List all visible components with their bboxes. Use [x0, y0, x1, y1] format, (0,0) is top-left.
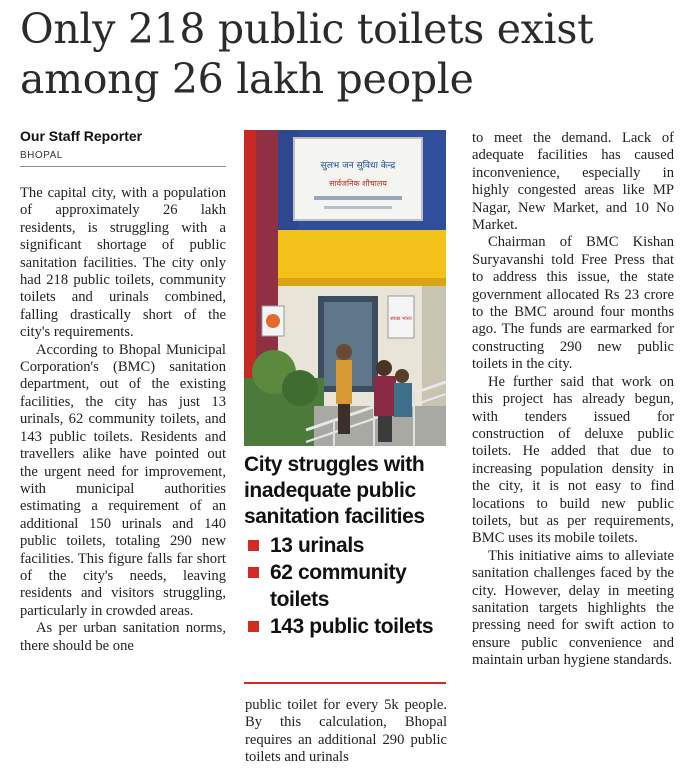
infobox-item-label: 62 community toilets	[270, 561, 407, 611]
dateline: BHOPAL	[20, 150, 63, 161]
paragraph: public toilet for every 5k people. By this calculation, Bhopal requires an additional 290 public toilets and urinals	[245, 697, 447, 766]
infobox-divider	[244, 682, 446, 684]
infobox-item	[244, 559, 446, 613]
dateline-divider	[20, 166, 226, 167]
paragraph: The capital city, with a population of approximately 26 lakh residents, is struggling with a significant shortage of public sanitation facilities. The city only had 218 public toilets, community toilets and urinals combined, falling drastically short of the city's requirements.	[20, 185, 226, 341]
headline: Only 218 public toilets exist among 26 lakh people	[20, 5, 594, 103]
paragraph: As per urban sanitation norms, there should be one	[20, 620, 226, 654]
infobox-list	[244, 532, 446, 640]
infobox	[244, 452, 446, 640]
byline: Our Staff Reporter	[20, 128, 143, 144]
paragraph: He further said that work on this project has already begun, with tenders issued for construction of deluxe public toilets. He added that due to increasing population density in the city, it is not easy to find locations to build new public toilets, but as per requirements, BMC uses its mobile toilets.	[472, 373, 674, 547]
infobox-item	[244, 613, 446, 640]
infobox-title: City struggles with inadequate public sanitation facilities	[244, 453, 425, 528]
article-column-3	[472, 130, 674, 670]
paragraph: According to Bhopal Municipal Corporation's (BMC) sanitation department, out of the existing facilities, the city has just 13 urinals, 62 community toilets, and 143 public toilets. Residents and travellers alike have pointed out the urgent need for improvement, with municipal authorities estimating a requirement of an additional 150 urinals and 140 public toilets, totaling 290 new facilities. This figure falls far short of the city's needs, leaving residents and visitors struggling, particularly in crowded areas.	[20, 341, 226, 619]
side-sign-text: स्वच्छ भारत	[390, 316, 412, 322]
infobox-item-label: 13 urinals	[270, 534, 365, 557]
article-column-1	[20, 185, 226, 655]
paragraph: Chairman of BMC Kishan Suryavanshi told Free Press that to address this issue, the state government allocated Rs 23 crore to the BMC around four months ago. The funds are earmarked for constructing 290 new public toilets in the city.	[472, 234, 674, 373]
square-bullet-icon	[248, 621, 259, 632]
infobox-item-label: 143 public toilets	[270, 615, 434, 638]
sign-main-text: सुलभ जन सुविधा केन्द्र	[320, 161, 396, 171]
square-bullet-icon	[248, 567, 259, 578]
sign-sub-text: सार्वजनिक शौचालय	[329, 179, 387, 188]
paragraph: to meet the demand. Lack of adequate facilities has caused inconvenience, especially in highly congested areas like MP Nagar, New Market, and 10 No Market.	[472, 130, 674, 234]
square-bullet-icon	[248, 540, 259, 551]
article-column-2	[245, 697, 447, 767]
toilet-photo	[244, 130, 446, 446]
paragraph: This initiative aims to alleviate sanitation challenges faced by the city. However, delay in meeting sanitation targets highlights the pressing need for swift action to ensure public convenience and maintain urban hygiene standards.	[472, 547, 674, 669]
infobox-item	[244, 532, 446, 559]
